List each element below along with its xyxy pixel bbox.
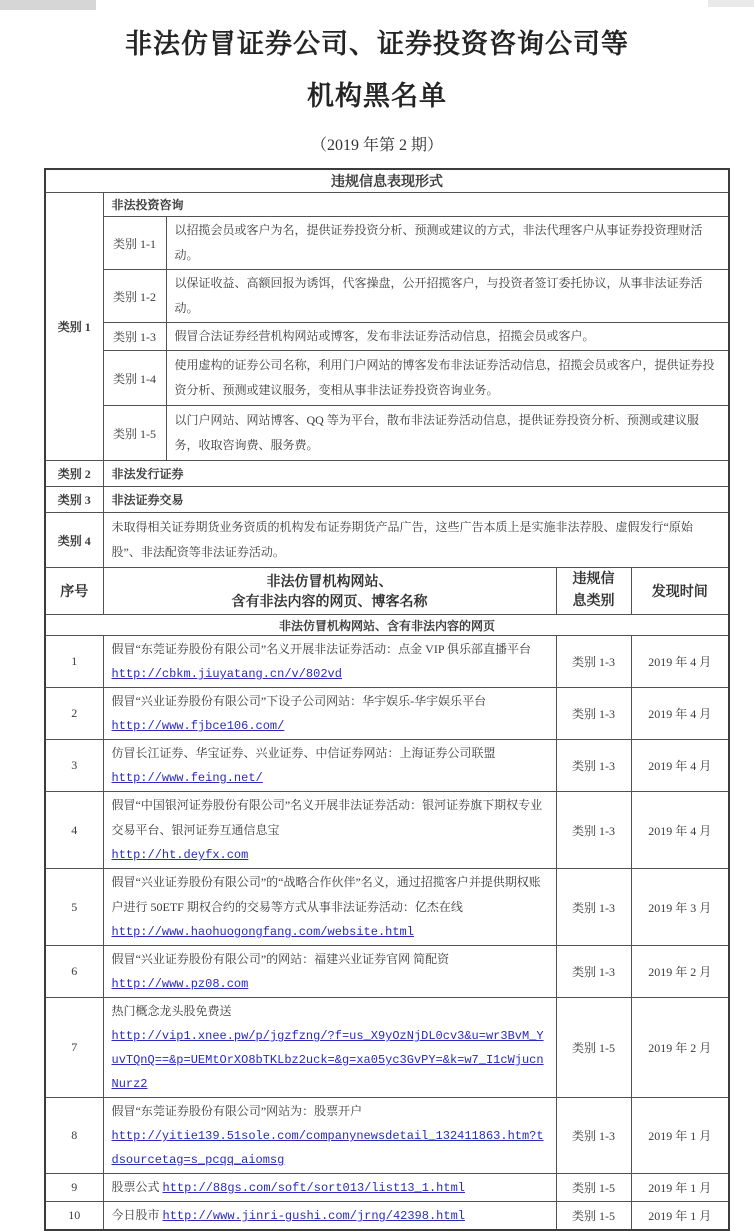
site-link[interactable]: http://cbkm.jiuyatang.cn/v/802vd — [111, 667, 342, 681]
category-desc: 使用虚构的证券公司名称，利用门户网站的博客发布非法证券活动信息，招揽会员或客户，提供证券投资分析、预测或建议服务，变相从事非法证券投资咨询业务。 — [166, 351, 729, 406]
row-index: 3 — [45, 740, 103, 792]
category4-label: 类别 4 — [45, 513, 103, 568]
table-row — [45, 792, 729, 869]
row-index: 10 — [45, 1202, 103, 1231]
violation-category: 类别 1-3 — [556, 946, 631, 998]
site-link[interactable]: http://www.fjbce106.com/ — [111, 719, 285, 733]
table-row — [45, 636, 729, 688]
table-row — [45, 946, 729, 998]
site-cell — [103, 1098, 556, 1174]
site-description: 热门概念龙头股免费送 — [111, 1004, 232, 1018]
row-index: 9 — [45, 1174, 103, 1202]
violation-category: 类别 1-5 — [556, 1202, 631, 1231]
site-description: 假冒“兴业证券股份有限公司”的网站：福建兴业证券官网 简配资 — [111, 952, 450, 966]
site-cell — [103, 1202, 556, 1231]
violation-forms-header: 违规信息表现形式 — [45, 169, 729, 193]
site-cell — [103, 1174, 556, 1202]
site-description: 假冒“东莞证券股份有限公司”网站为：股票开户 — [111, 1104, 363, 1118]
category1-group-label: 类别 1 — [45, 193, 103, 461]
column-header-name-line2: 含有非法内容的网页、博客名称 — [231, 595, 428, 610]
category4-desc: 未取得相关证券期货业务资质的机构发布证券期货产品广告，这些广告本质上是实施非法荐股、虚假发行“原始股”、非法配资等非法证券活动。 — [103, 513, 729, 568]
category-code: 类别 1-3 — [103, 323, 166, 351]
category-desc: 以保证收益、高额回报为诱饵，代客操盘，公开招揽客户，与投资者签订委托协议，从事非法证券活动。 — [166, 270, 729, 323]
site-cell — [103, 792, 556, 869]
section-header: 非法仿冒机构网站、含有非法内容的网页 — [45, 615, 729, 636]
row-index: 2 — [45, 688, 103, 740]
category-code: 类别 1-5 — [103, 406, 166, 461]
category-desc: 以招揽会员或客户为名，提供证券投资分析、预测或建议的方式，非法代理客户从事证券投资理财活动。 — [166, 217, 729, 270]
violation-category: 类别 1-3 — [556, 792, 631, 869]
table-row — [45, 1174, 729, 1202]
row-index: 6 — [45, 946, 103, 998]
table-row — [45, 869, 729, 946]
table-row — [45, 1098, 729, 1174]
discovery-date: 2019 年 4 月 — [631, 792, 729, 869]
column-header-name-line1: 非法仿冒机构网站、 — [266, 575, 393, 590]
site-cell — [103, 636, 556, 688]
category3-label: 类别 3 — [45, 487, 103, 513]
site-cell — [103, 946, 556, 998]
violation-category: 类别 1-5 — [556, 998, 631, 1098]
site-link[interactable]: http://ht.deyfx.com — [111, 848, 249, 862]
scan-artifact-top — [0, 0, 96, 10]
row-index: 7 — [45, 998, 103, 1098]
site-link[interactable]: http://www.feing.net/ — [111, 771, 263, 785]
discovery-date: 2019 年 2 月 — [631, 946, 729, 998]
violation-category: 类别 1-3 — [556, 869, 631, 946]
discovery-date: 2019 年 1 月 — [631, 1202, 729, 1231]
issue-subtitle: （2019 年第 2 期） — [310, 137, 443, 154]
site-description: 假冒“中国银河证券股份有限公司”名义开展非法证券活动：银河证券旗下期权专业交易平台、银河证券互通信息宝 — [111, 798, 543, 837]
column-header-name — [103, 568, 556, 615]
page-title-line1: 非法仿冒证券公司、证券投资咨询公司等 — [125, 29, 629, 59]
discovery-date: 2019 年 3 月 — [631, 869, 729, 946]
discovery-date: 2019 年 1 月 — [631, 1174, 729, 1202]
blacklist-table — [44, 168, 730, 1231]
category-desc: 以门户网站、网站博客、QQ 等为平台，散布非法证券活动信息，提供证券投资分析、预测或建议服务，收取咨询费、服务费。 — [166, 406, 729, 461]
site-link[interactable]: http://www.haohuogongfang.com/website.html — [111, 925, 414, 939]
column-header-category: 违规信息类别 — [556, 568, 631, 615]
site-description: 假冒“兴业证券股份有限公司”下设子公司网站：华宇娱乐-华宇娱乐平台 — [111, 694, 487, 708]
site-cell — [103, 998, 556, 1098]
discovery-date: 2019 年 1 月 — [631, 1098, 729, 1174]
category2-desc: 非法发行证券 — [103, 461, 729, 487]
site-description: 仿冒长江证券、华宝证券、兴业证券、中信证券网站：上海证券公司联盟 — [111, 746, 496, 760]
row-index: 8 — [45, 1098, 103, 1174]
discovery-date: 2019 年 2 月 — [631, 998, 729, 1098]
table-row — [45, 740, 729, 792]
site-link[interactable]: http://www.pz08.com — [111, 977, 249, 991]
site-cell — [103, 688, 556, 740]
site-description: 假冒“兴业证券股份有限公司”的“战略合作伙伴”名义，通过招揽客户并提供期权账户进行 50ETF 期权合约的交易等方式从事非法证券活动：亿杰在线 — [111, 875, 541, 914]
category1-subheader: 非法投资咨询 — [103, 193, 729, 217]
category-code: 类别 1-2 — [103, 270, 166, 323]
violation-category: 类别 1-3 — [556, 740, 631, 792]
row-index: 1 — [45, 636, 103, 688]
violation-category: 类别 1-5 — [556, 1174, 631, 1202]
category2-label: 类别 2 — [45, 461, 103, 487]
category-code: 类别 1-1 — [103, 217, 166, 270]
table-row — [45, 998, 729, 1098]
site-description: 假冒“东莞证券股份有限公司”名义开展非法证券活动：点金 VIP 俱乐部直播平台 — [111, 642, 532, 656]
discovery-date: 2019 年 4 月 — [631, 688, 729, 740]
site-cell — [103, 740, 556, 792]
discovery-date: 2019 年 4 月 — [631, 740, 729, 792]
site-description: 股票公式 — [111, 1180, 160, 1194]
row-index: 4 — [45, 792, 103, 869]
site-link[interactable]: http://www.jinri-gushi.com/jrng/42398.html — [162, 1209, 465, 1223]
violation-category: 类别 1-3 — [556, 688, 631, 740]
site-link[interactable]: http://yitie139.51sole.com/companynewsdetail_132411863.htm?tdsourcetag=s_pcqq_aiomsg — [111, 1129, 544, 1167]
table-row — [45, 1202, 729, 1231]
row-index: 5 — [45, 869, 103, 946]
site-link[interactable]: http://vip1.xnee.pw/p/jgzfzng/?f=us_X9yOzNjDL0cv3&u=wr3BvM_YuvTQnQ==&p=UEMtOrXO8bTKLbz2uck=&g=xa05yc3GvPY=&k=w7_I1cWjucnNurz2 — [111, 1029, 544, 1091]
site-cell — [103, 869, 556, 946]
category-code: 类别 1-4 — [103, 351, 166, 406]
page-title-line2: 机构黑名单 — [307, 81, 447, 111]
category-desc: 假冒合法证券经营机构网站或博客，发布非法证券活动信息，招揽会员或客户。 — [166, 323, 729, 351]
scan-artifact-right — [708, 0, 754, 7]
column-header-date: 发现时间 — [631, 568, 729, 615]
table-row — [45, 688, 729, 740]
site-description: 今日股市 — [111, 1208, 160, 1222]
site-link[interactable]: http://88gs.com/soft/sort013/list13_1.html — [162, 1181, 465, 1195]
column-header-index: 序号 — [45, 568, 103, 615]
discovery-date: 2019 年 4 月 — [631, 636, 729, 688]
violation-category: 类别 1-3 — [556, 1098, 631, 1174]
violation-category: 类别 1-3 — [556, 636, 631, 688]
category3-desc: 非法证券交易 — [103, 487, 729, 513]
